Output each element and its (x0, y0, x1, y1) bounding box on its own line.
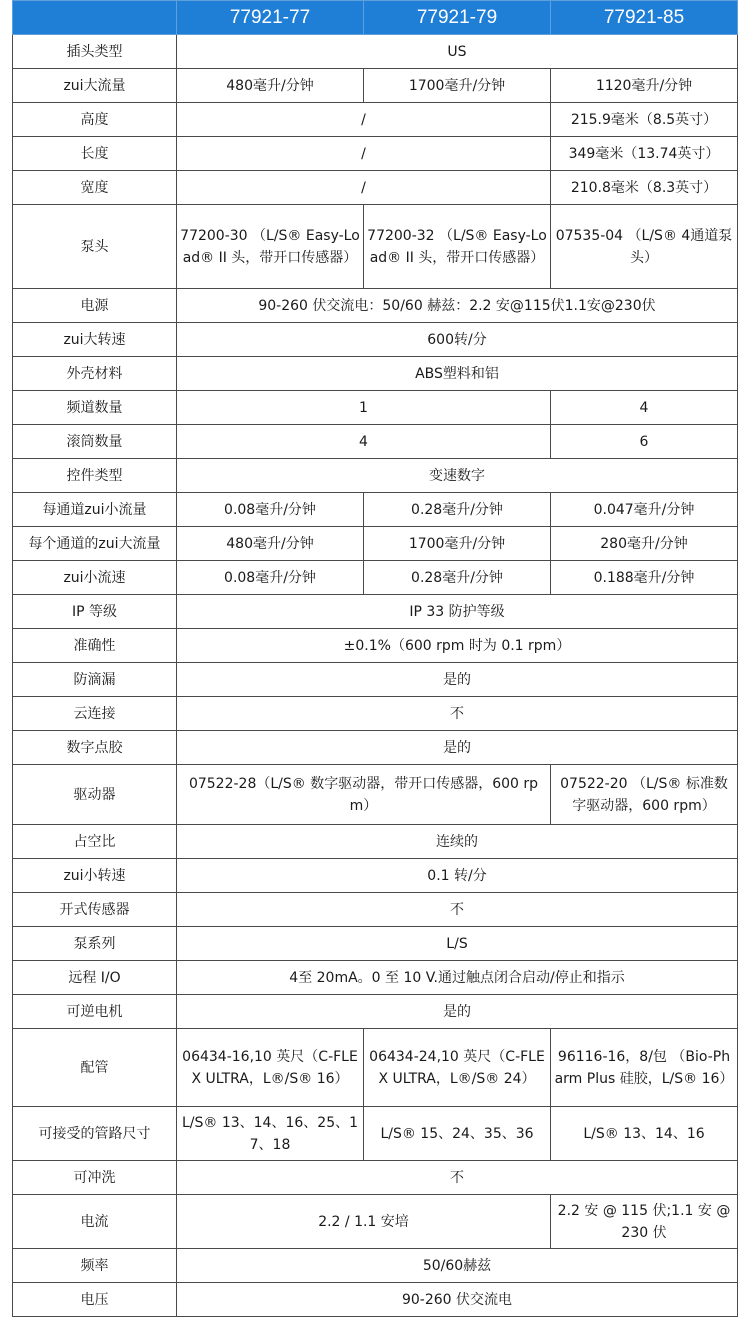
spec-value: 变速数字 (177, 459, 738, 493)
spec-value: 90-260 伏交流电：50/60 赫兹：2.2 安@115伏1.1安@230伏 (177, 289, 738, 323)
spec-label: 每个通道的zui大流量 (13, 527, 177, 561)
spec-label: 频率 (13, 1249, 177, 1283)
spec-row (13, 289, 738, 323)
spec-label: 滚筒数量 (13, 425, 177, 459)
spec-value: / (177, 137, 551, 171)
spec-value: 0.28毫升/分钟 (364, 493, 551, 527)
spec-label: 远程 I/O (13, 961, 177, 995)
spec-label: 云连接 (13, 697, 177, 731)
spec-value: 是的 (177, 995, 738, 1029)
spec-label: zui小流速 (13, 561, 177, 595)
spec-value: 50/60赫兹 (177, 1249, 738, 1283)
spec-row (13, 663, 738, 697)
spec-value: ±0.1%（600 rpm 时为 0.1 rpm） (177, 629, 738, 663)
spec-value: 349毫米（13.74英寸） (551, 137, 738, 171)
spec-row (13, 137, 738, 171)
spec-row (13, 391, 738, 425)
spec-value: / (177, 103, 551, 137)
spec-value: 77200-30 （L/S® Easy-Load® II 头，带开口传感器） (177, 205, 364, 289)
spec-label: zui小转速 (13, 859, 177, 893)
spec-value: 96116-16，8/包 （Bio-Pharm Plus 硅胶，L/S® 16） (551, 1029, 738, 1107)
spec-value: / (177, 171, 551, 205)
spec-label: IP 等级 (13, 595, 177, 629)
spec-label: 长度 (13, 137, 177, 171)
spec-row (13, 1161, 738, 1195)
spec-value: 是的 (177, 663, 738, 697)
model-header: 77921-79 (364, 1, 551, 35)
spec-row (13, 825, 738, 859)
spec-value: 90-260 伏交流电 (177, 1283, 738, 1317)
spec-value: 2.2 / 1.1 安培 (177, 1195, 551, 1249)
spec-value: 1700毫升/分钟 (364, 527, 551, 561)
spec-label: 高度 (13, 103, 177, 137)
spec-value: L/S® 13、14、16 (551, 1107, 738, 1161)
spec-label: 电流 (13, 1195, 177, 1249)
spec-value: 480毫升/分钟 (177, 527, 364, 561)
spec-row (13, 697, 738, 731)
spec-value: 1120毫升/分钟 (551, 69, 738, 103)
spec-value: 0.1 转/分 (177, 859, 738, 893)
spec-value: 6 (551, 425, 738, 459)
spec-value: 不 (177, 1161, 738, 1195)
spec-label: 数字点胶 (13, 731, 177, 765)
spec-value: 280毫升/分钟 (551, 527, 738, 561)
spec-value: L/S® 15、24、35、36 (364, 1107, 551, 1161)
spec-label: 插头类型 (13, 35, 177, 69)
spec-row (13, 1195, 738, 1249)
spec-value: 210.8毫米（8.3英寸） (551, 171, 738, 205)
spec-row (13, 171, 738, 205)
spec-value: US (177, 35, 738, 69)
model-header: 77921-77 (177, 1, 364, 35)
spec-label: 每通道zui小流量 (13, 493, 177, 527)
spec-value: 连续的 (177, 825, 738, 859)
spec-label: 电源 (13, 289, 177, 323)
spec-value: 07522-20 （L/S® 标准数字驱动器，600 rpm） (551, 765, 738, 825)
spec-row (13, 1249, 738, 1283)
spec-row (13, 731, 738, 765)
spec-label: 准确性 (13, 629, 177, 663)
spec-label: 频道数量 (13, 391, 177, 425)
model-header: 77921-85 (551, 1, 738, 35)
spec-label: 占空比 (13, 825, 177, 859)
spec-label: 防滴漏 (13, 663, 177, 697)
spec-value: ABS塑料和铝 (177, 357, 738, 391)
spec-value: 07535-04 （L/S® 4通道泵头） (551, 205, 738, 289)
spec-row (13, 493, 738, 527)
spec-row (13, 765, 738, 825)
spec-row (13, 205, 738, 289)
spec-value: 1 (177, 391, 551, 425)
spec-row (13, 927, 738, 961)
spec-value: 不 (177, 893, 738, 927)
spec-value: 1700毫升/分钟 (364, 69, 551, 103)
spec-row (13, 1283, 738, 1317)
spec-value: 4 (177, 425, 551, 459)
spec-row (13, 425, 738, 459)
spec-label: 可接受的管路尺寸 (13, 1107, 177, 1161)
spec-row (13, 357, 738, 391)
spec-label: 泵头 (13, 205, 177, 289)
spec-row (13, 69, 738, 103)
spec-value: 07522-28（L/S® 数字驱动器，带开口传感器，600 rpm） (177, 765, 551, 825)
spec-value: 06434-16,10 英尺（C-FLEX ULTRA，L®/S® 16） (177, 1029, 364, 1107)
spec-value: 0.047毫升/分钟 (551, 493, 738, 527)
spec-row (13, 893, 738, 927)
spec-row (13, 323, 738, 357)
spec-value: 不 (177, 697, 738, 731)
spec-row (13, 595, 738, 629)
spec-value: L/S® 13、14、16、25、17、18 (177, 1107, 364, 1161)
spec-value: 0.08毫升/分钟 (177, 561, 364, 595)
spec-label: 驱动器 (13, 765, 177, 825)
spec-row (13, 629, 738, 663)
spec-label: 可冲洗 (13, 1161, 177, 1195)
spec-value: 600转/分 (177, 323, 738, 357)
spec-label: 泵系列 (13, 927, 177, 961)
spec-row (13, 1029, 738, 1107)
spec-table (12, 0, 738, 1317)
spec-row (13, 561, 738, 595)
spec-row (13, 1107, 738, 1161)
spec-label: zui大流量 (13, 69, 177, 103)
spec-label: 开式传感器 (13, 893, 177, 927)
header-row (13, 1, 738, 35)
spec-row (13, 995, 738, 1029)
spec-value: 2.2 安 @ 115 伏;1.1 安 @ 230 伏 (551, 1195, 738, 1249)
spec-value: 06434-24,10 英尺（C-FLEX ULTRA，L®/S® 24） (364, 1029, 551, 1107)
spec-value: 0.188毫升/分钟 (551, 561, 738, 595)
spec-value: 0.08毫升/分钟 (177, 493, 364, 527)
spec-row (13, 103, 738, 137)
spec-label: 配管 (13, 1029, 177, 1107)
spec-value: IP 33 防护等级 (177, 595, 738, 629)
spec-row (13, 527, 738, 561)
spec-label: zui大转速 (13, 323, 177, 357)
spec-value: 是的 (177, 731, 738, 765)
spec-row (13, 961, 738, 995)
spec-value: 4至 20mA。0 至 10 V.通过触点闭合启动/停止和指示 (177, 961, 738, 995)
spec-row (13, 35, 738, 69)
spec-value: 4 (551, 391, 738, 425)
spec-value: L/S (177, 927, 738, 961)
spec-label: 外壳材料 (13, 357, 177, 391)
spec-label: 可逆电机 (13, 995, 177, 1029)
spec-value: 0.28毫升/分钟 (364, 561, 551, 595)
spec-row (13, 459, 738, 493)
spec-value: 480毫升/分钟 (177, 69, 364, 103)
spec-value: 215.9毫米（8.5英寸） (551, 103, 738, 137)
header-corner (13, 1, 177, 35)
spec-label: 电压 (13, 1283, 177, 1317)
spec-value: 77200-32 （L/S® Easy-Load® II 头，带开口传感器） (364, 205, 551, 289)
spec-label: 控件类型 (13, 459, 177, 493)
spec-row (13, 859, 738, 893)
spec-label: 宽度 (13, 171, 177, 205)
